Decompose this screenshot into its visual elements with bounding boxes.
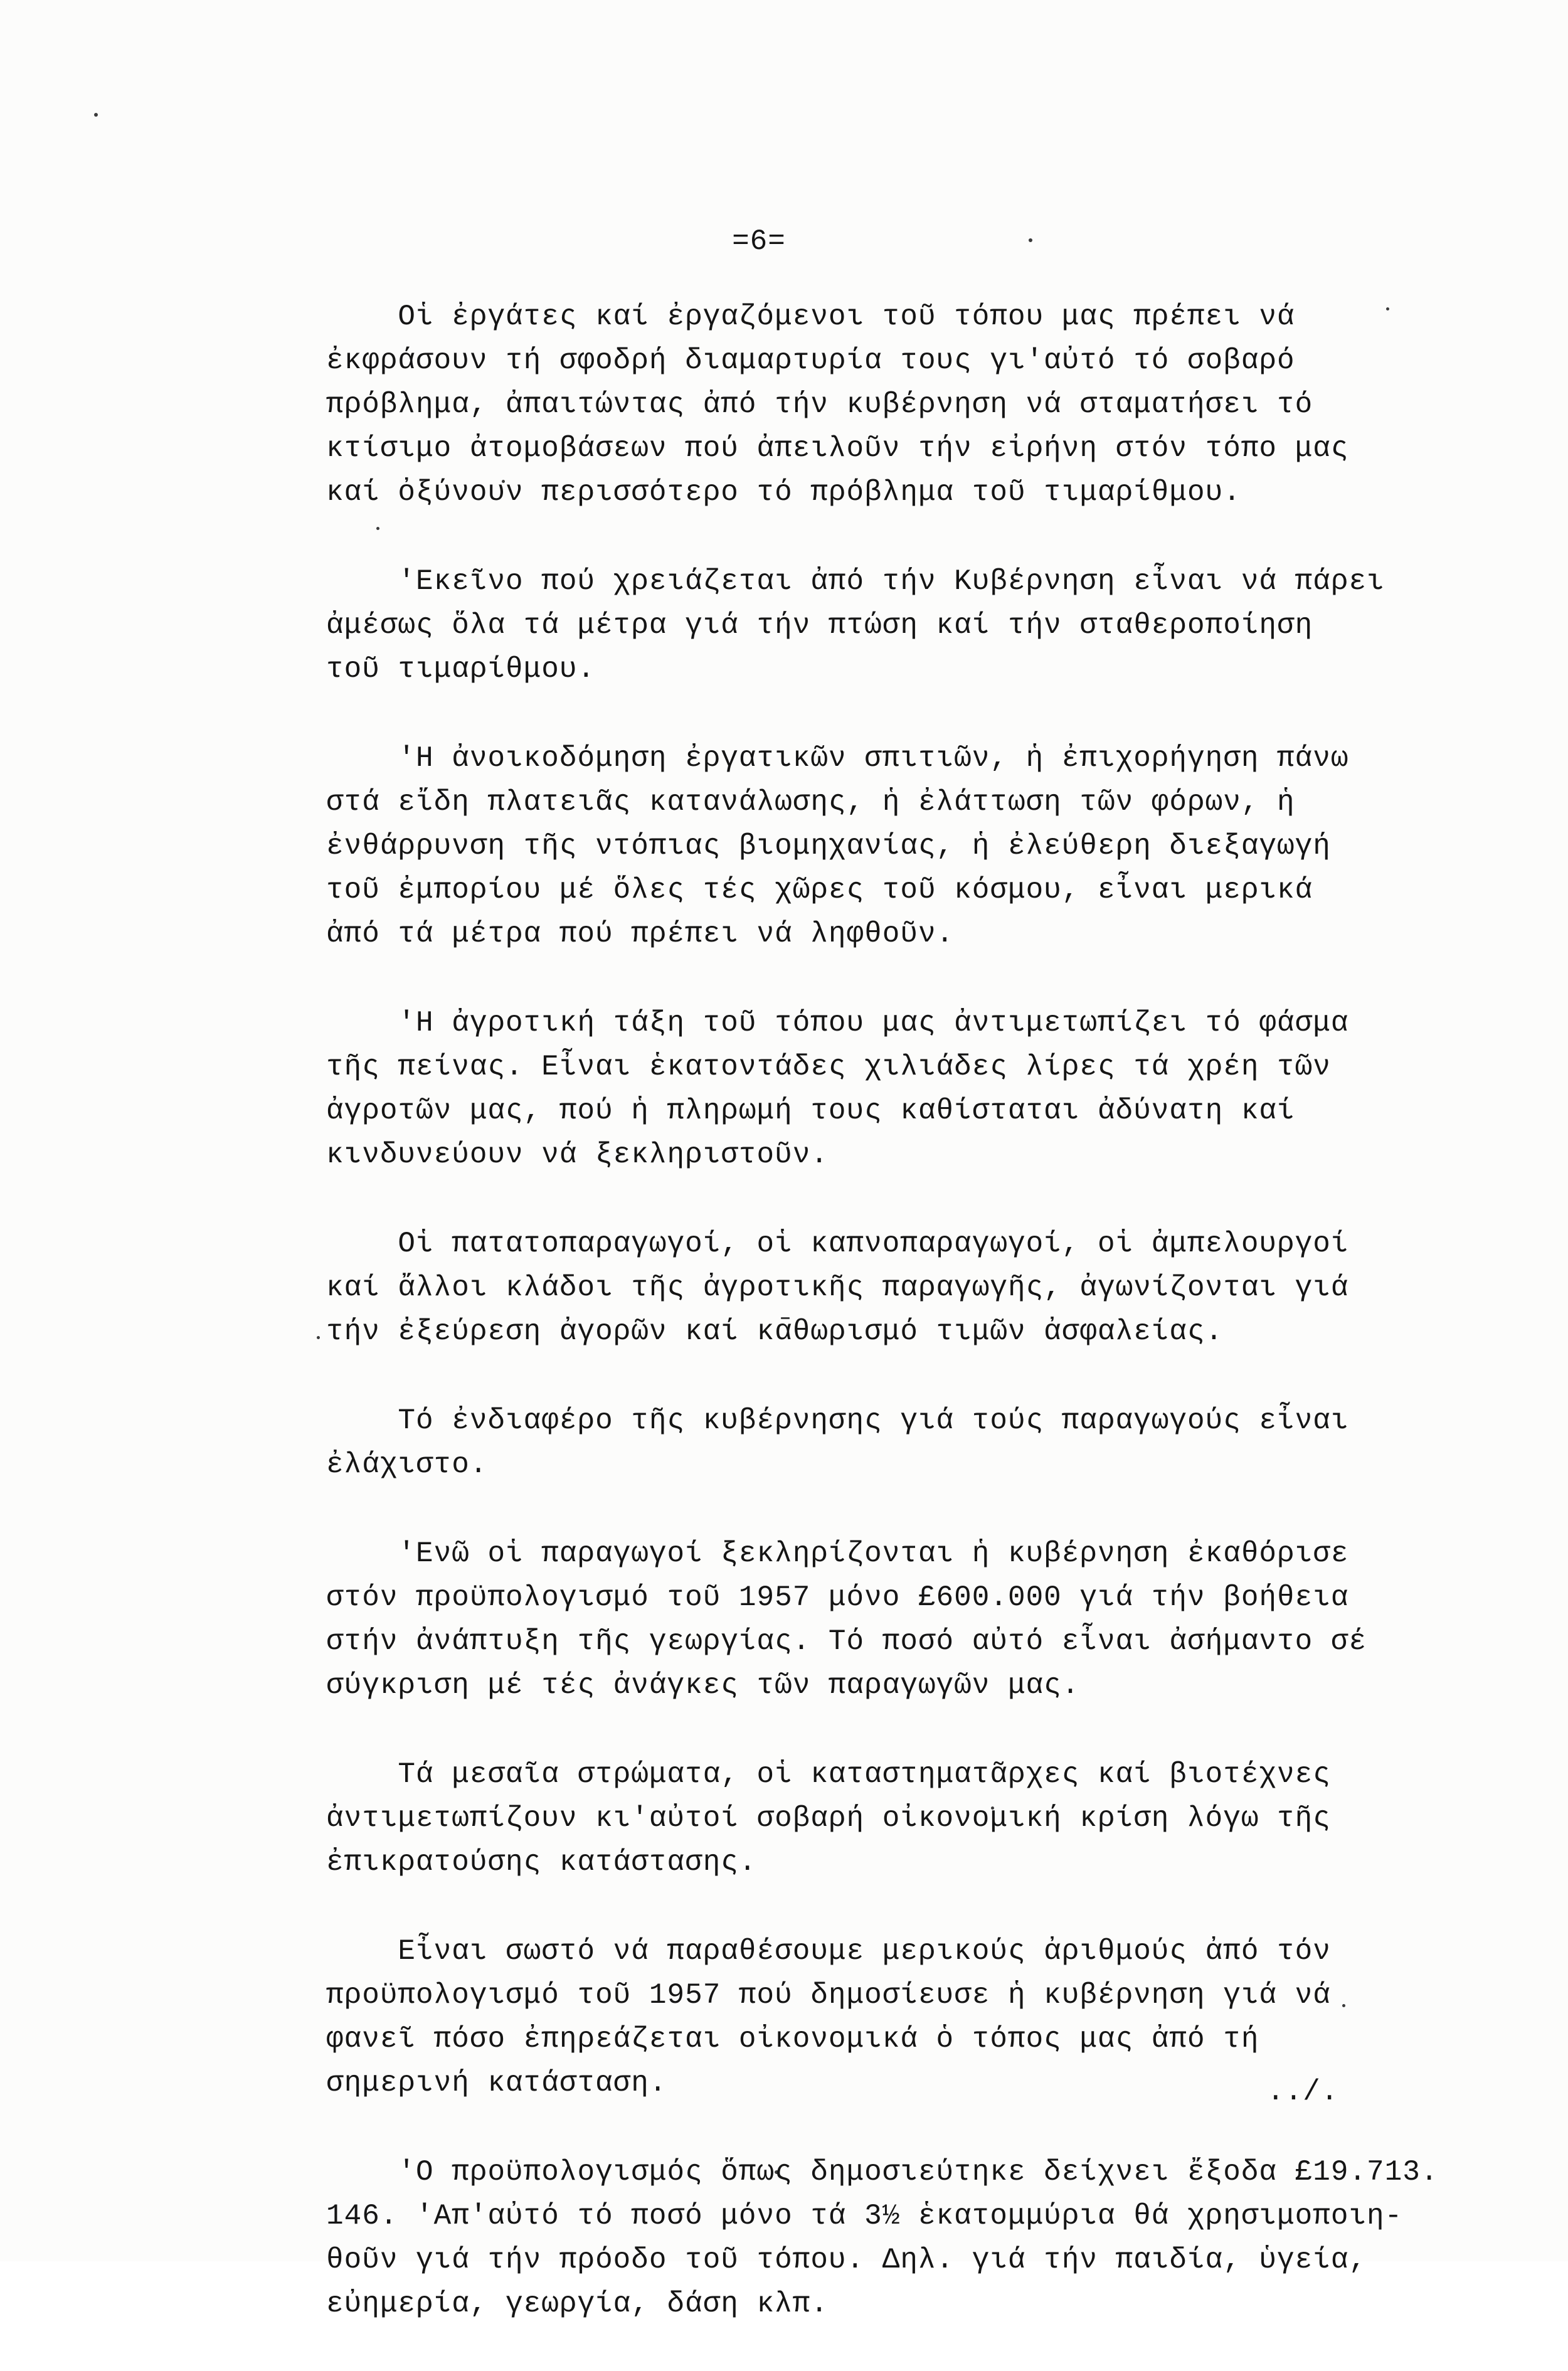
text-line: ἐπικρατούσης κατάστασης.	[326, 1846, 757, 1879]
text-line: ἐλάχιστο.	[326, 1448, 488, 1481]
text-line: στόν προϋπολογισμό τοῦ 1957 μόνο £600.000 γιά τήν βοήθεια	[326, 1581, 1349, 1614]
text-line: 'Ενῶ οἱ παραγωγοί ξεκληρίζονται ἡ κυβέρνηση ἐκαθόρισε	[326, 1537, 1349, 1570]
paragraph	[326, 1222, 1568, 1354]
text-line: Οἱ ἐργάτες καί ἐργαζόμενοι τοῦ τόπου μας πρέπει νά	[326, 300, 1295, 333]
text-line: σύγκριση μέ τές ἀνάγκες τῶν παραγωγῶν μας.	[326, 1669, 1080, 1702]
text-line: τήν ἐξεύρεση ἀγορῶν καί καθωρισμό τιμῶν ἀσφαλείας.	[326, 1315, 1224, 1348]
text-line: 'Εκεῖνο πού χρειάζεται ἀπό τήν Κυβέρνηση εἶναι νά πάρει	[326, 565, 1385, 598]
text-line: Τά μεσαῖα στρώματα, οἱ καταστηματᾶρχες καί βιοτέχνες	[326, 1758, 1331, 1791]
document-body	[326, 295, 1568, 2371]
text-line: 'Η ἀγροτική τάξη τοῦ τόπου μας ἀντιμετωπίζει τό φάσμα	[326, 1007, 1349, 1039]
text-line: Εἶναι σωστό νά παραθέσουμε μερικούς ἀριθμούς ἀπό τόν	[326, 1935, 1331, 1968]
text-line: 146. 'Απ'αὐτό τό ποσό μόνο τά 3½ ἑκατομμύρια θά χρησιμοποιη-	[326, 2200, 1403, 2232]
continuation-mark: ../.	[1267, 2076, 1339, 2108]
text-line: καί ἄλλοι κλάδοι τῆς ἀγροτικῆς παραγωγῆς, ἀγωνίζονται γιά	[326, 1271, 1349, 1304]
text-line: πρόβλημα, ἀπαιτώντας ἀπό τήν κυβέρνηση νά σταματήσει τό	[326, 388, 1313, 421]
paragraph	[326, 1001, 1568, 1177]
text-line: κτίσιμο ἀτομοβάσεων πού ἀπειλοῦν τήν εἰρήνη στόν τόπο μας	[326, 432, 1349, 465]
text-line: τοῦ τιμαρίθμου.	[326, 653, 596, 686]
text-line: 'Η ἀνοικοδόμηση ἐργατικῶν σπιτιῶν, ἡ ἐπιχορήγηση πάνω	[326, 742, 1349, 775]
text-line: καί ὀξύνουν περισσότερο τό πρόβλημα τοῦ τιμαρίθμου.	[326, 476, 1241, 509]
text-line: Οἱ πατατοπαραγωγοί, οἱ καπνοπαραγωγοί, οἱ ἀμπελουργοί	[326, 1228, 1349, 1260]
text-line: τοῦ ἐμπορίου μέ ὅλες τές χῶρες τοῦ κόσμου, εἶναι μερικά	[326, 874, 1313, 906]
paragraph	[326, 295, 1568, 514]
paragraph	[326, 1929, 1568, 2105]
text-line: Τό ἐνδιαφέρο τῆς κυβέρνησης γιά τούς παραγωγούς εἶναι	[326, 1404, 1349, 1437]
text-line: ἀγροτῶν μας, πού ἡ πληρωμή τους καθίσταται ἀδύνατη καί	[326, 1095, 1295, 1127]
text-line: ἀμέσως ὅλα τά μέτρα γιά τήν πτώση καί τήν σταθεροποίηση	[326, 609, 1313, 642]
paragraph	[326, 560, 1568, 691]
text-line: εὐημερία, γεωργία, δάση κλπ.	[326, 2288, 829, 2320]
text-line: φανεῖ πόσο ἐπηρεάζεται οἰκονομικά ὁ τόπος μας ἀπό τή	[326, 2023, 1259, 2055]
text-line: ἀντιμετωπίζουν κι'αὐτοί σοβαρή οἰκονομική κρίση λόγω τῆς	[326, 1802, 1331, 1835]
page-number: =6=	[732, 225, 786, 258]
scan-speck	[317, 1336, 320, 1339]
text-line: θοῦν γιά τήν πρόοδο τοῦ τόπου. Δηλ. γιά τήν παιδία, ὑγεία,	[326, 2244, 1367, 2276]
text-line: ἀπό τά μέτρα πού πρέπει νά ληφθοῦν.	[326, 918, 955, 950]
text-line: στά εἴδη πλατειᾶς κατανάλωσης, ἡ ἐλάττωση τῶν φόρων, ἡ	[326, 786, 1295, 819]
text-line: 'Ο προϋπολογισμός ὅπως δημοσιεύτηκε δείχνει ἔξοδα £19.713.	[326, 2156, 1439, 2188]
paragraph	[326, 736, 1568, 956]
text-line: κινδυνεύουν νά ξεκληριστοῦν.	[326, 1138, 829, 1171]
paragraph	[326, 1753, 1568, 1884]
text-line: ἐκφράσουν τή σφοδρή διαμαρτυρία τους γι'αὐτό τό σοβαρό	[326, 344, 1295, 377]
text-line: σημερινή κατάσταση.	[326, 2067, 667, 2099]
text-line: στήν ἀνάπτυξη τῆς γεωργίας. Τό ποσό αὐτό εἶναι ἀσήμαντο σέ	[326, 1625, 1367, 1658]
text-line: τῆς πείνας. Εἶναι ἑκατοντάδες χιλιάδες λίρες τά χρέη τῶν	[326, 1051, 1331, 1083]
paragraph	[326, 1532, 1568, 1707]
paragraph	[326, 2150, 1568, 2326]
text-line: ἐνθάρρυνση τῆς ντόπιας βιομηχανίας, ἡ ἐλεύθερη διεξαγωγή	[326, 830, 1331, 862]
text-line: προϋπολογισμό τοῦ 1957 πού δημοσίευσε ἡ κυβέρνηση γιά νά	[326, 1979, 1331, 2012]
paragraph	[326, 1399, 1568, 1487]
scan-speck	[94, 113, 98, 117]
